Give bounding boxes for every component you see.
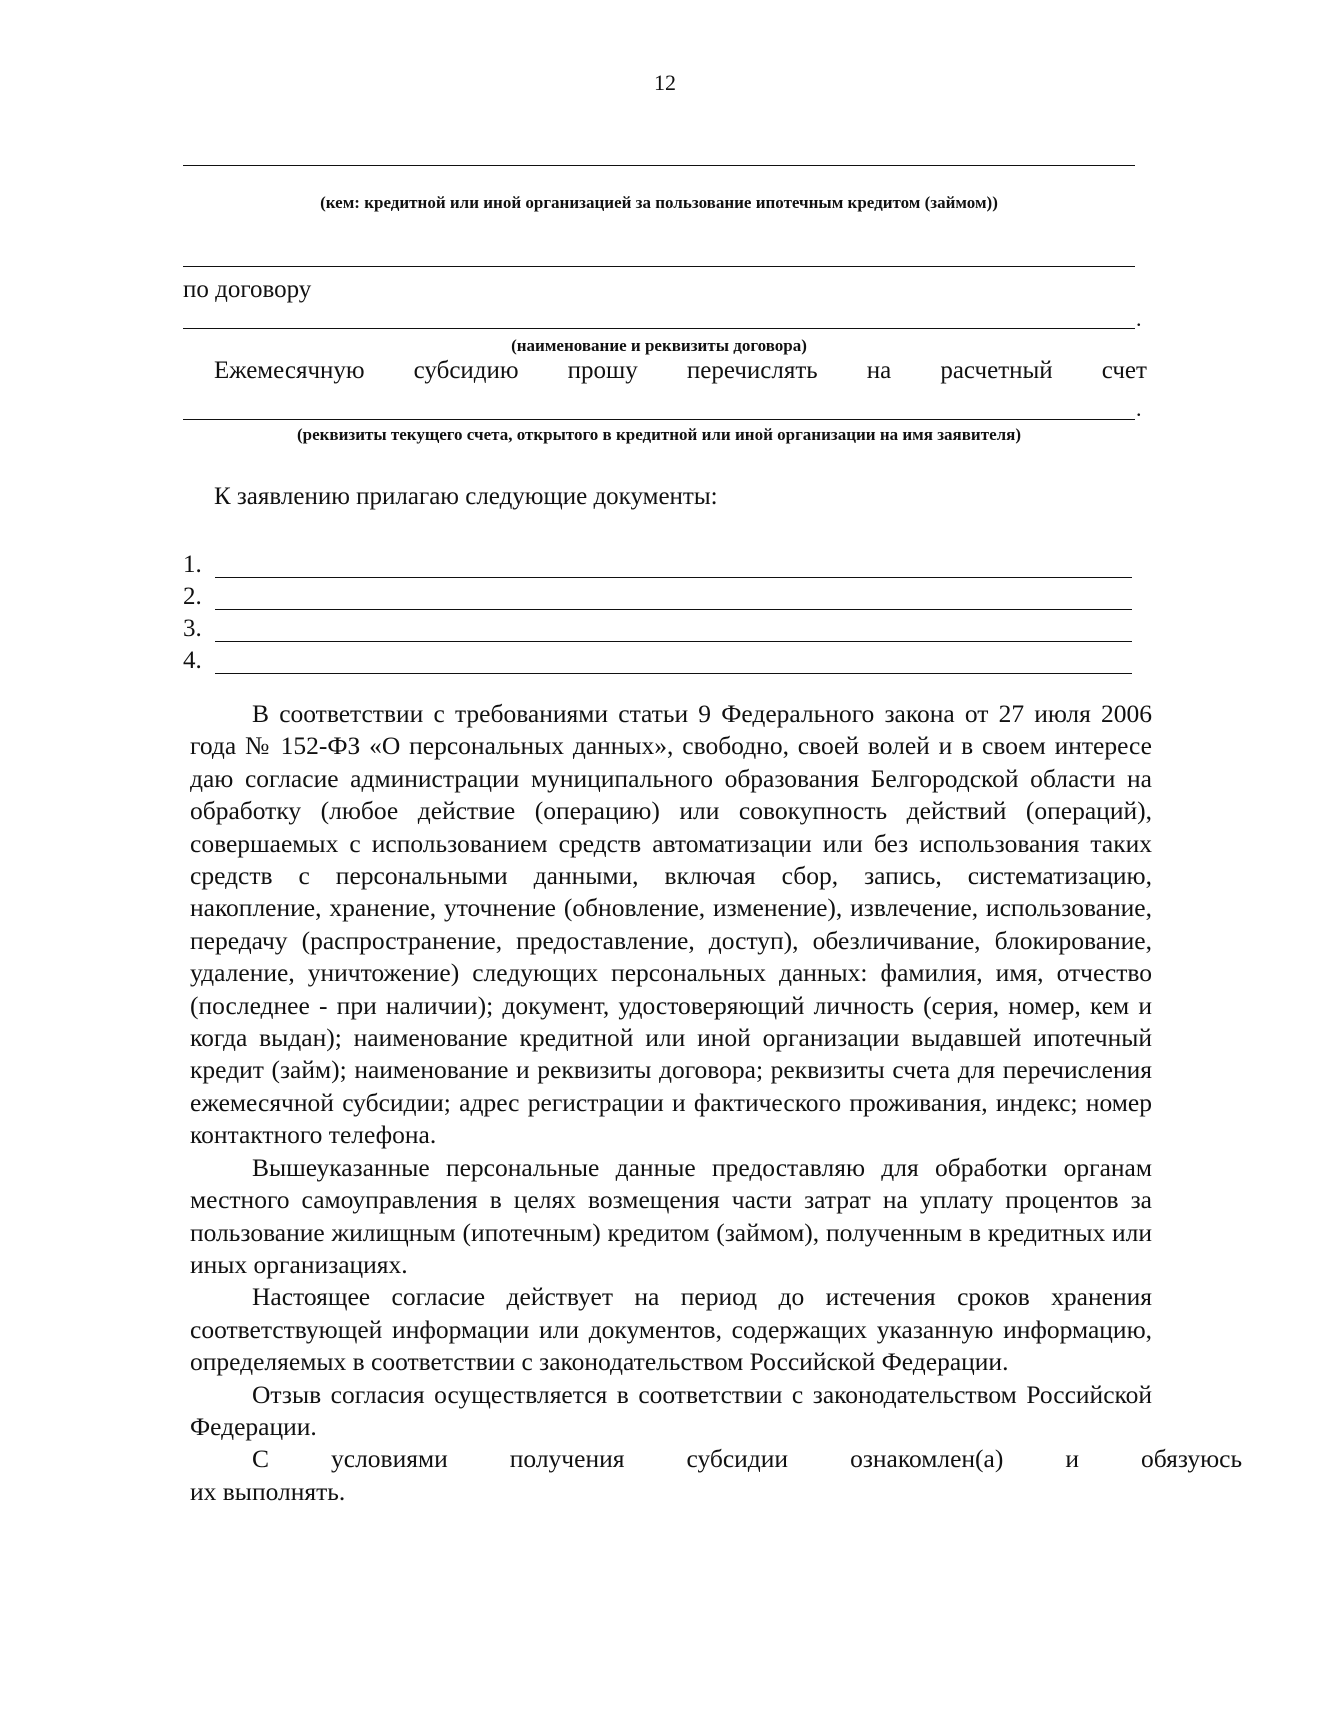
document-number: 2. bbox=[183, 583, 202, 610]
word: С bbox=[252, 1444, 270, 1474]
word: субсидию bbox=[413, 357, 519, 384]
subsidy-request-line bbox=[214, 357, 1147, 385]
word: перечислять bbox=[686, 357, 818, 384]
document-line[interactable] bbox=[215, 609, 1132, 610]
contract-line[interactable] bbox=[183, 328, 1135, 329]
account-line-period: . bbox=[1136, 396, 1142, 421]
word: условиями bbox=[331, 1444, 448, 1474]
document-number: 3. bbox=[183, 615, 202, 642]
document-number: 1. bbox=[183, 551, 202, 578]
consent-paragraph: В соответствии с требованиями статьи 9 Федерального закона от 27 июля 2006 года № 152-ФЗ «О персональных данных», свободно, своей волей и в своем интересе даю согласие администрации муниципального образования Белгородской области на обработку (любое действие (операцию) или совокупность действий (операций), совершаемых с использованием средств автоматизации или без использования таких средств с персональными данными, включая сбор, запись, систематизацию, накопление, хранение, уточнение (обновление, изменение), извлечение, использование, передачу (распространение, предоставление, доступ), обезличивание, блокирование, удаление, уничтожение) следующих персональных данных: фамилия, имя, отчество (последнее - при наличии); документ, удостоверяющий личность (серия, номер, кем и когда выдан); наименование кредитной или иной организации выдавшей ипотечный кредит (займ); наименование и реквизиты договора; реквизиты счета для перечисления ежемесячной субсидии; адрес регистрации и фактического проживания, индекс; номер контактного телефона. bbox=[190, 699, 1152, 1150]
account-line[interactable] bbox=[183, 419, 1135, 420]
lender-line-2[interactable] bbox=[183, 266, 1135, 267]
word: прошу bbox=[567, 357, 638, 384]
purpose-paragraph: Вышеуказанные персональные данные предоставляю для обработки органам местного самоуправления в целях возмещения части затрат на уплату процентов за пользование жилищным (ипотечным) кредитом (займом), полученным в кредитных или иных организациях. bbox=[190, 1152, 1152, 1279]
caption-contract: (наименование и реквизиты договора) bbox=[511, 336, 807, 355]
word: на bbox=[866, 357, 892, 384]
caption-account: (реквизиты текущего счета, открытого в кредитной или иной организации на имя заявителя) bbox=[296, 425, 1022, 444]
document-line[interactable] bbox=[215, 641, 1132, 642]
caption-lender: (кем: кредитной или иной организацией за пользование ипотечным кредитом (займом)) bbox=[320, 193, 998, 212]
word: обязуюсь bbox=[1141, 1444, 1243, 1474]
page-number: 12 bbox=[654, 70, 676, 95]
contract-line-period: . bbox=[1136, 306, 1142, 331]
conditions-paragraph bbox=[190, 1443, 1243, 1475]
document-line[interactable] bbox=[215, 673, 1132, 674]
document-line[interactable] bbox=[215, 577, 1132, 578]
word: расчетный bbox=[940, 357, 1053, 384]
word: субсидии bbox=[686, 1444, 789, 1474]
validity-paragraph: Настоящее согласие действует на период до истечения сроков хранения соответствующей информации или документов, содержащих указанную информацию, определяемых в соответствии с законодательством Российской Федерации. bbox=[190, 1282, 1152, 1377]
documents-heading: К заявлению прилагаю следующие документы: bbox=[214, 483, 718, 510]
word: получения bbox=[509, 1444, 625, 1474]
consent-body bbox=[190, 698, 1243, 1508]
contract-label: по договору bbox=[183, 276, 312, 303]
word: ознакомлен(а) bbox=[850, 1444, 1004, 1474]
word: Ежемесячную bbox=[214, 357, 365, 384]
withdrawal-paragraph: Отзыв согласия осуществляется в соответствии с законодательством Российской Федерации. bbox=[190, 1379, 1152, 1441]
word: счет bbox=[1101, 357, 1147, 384]
word: и bbox=[1065, 1444, 1080, 1474]
document-number: 4. bbox=[183, 647, 202, 674]
conditions-paragraph-end: их выполнять. bbox=[190, 1476, 346, 1506]
lender-line-1[interactable] bbox=[183, 165, 1135, 166]
